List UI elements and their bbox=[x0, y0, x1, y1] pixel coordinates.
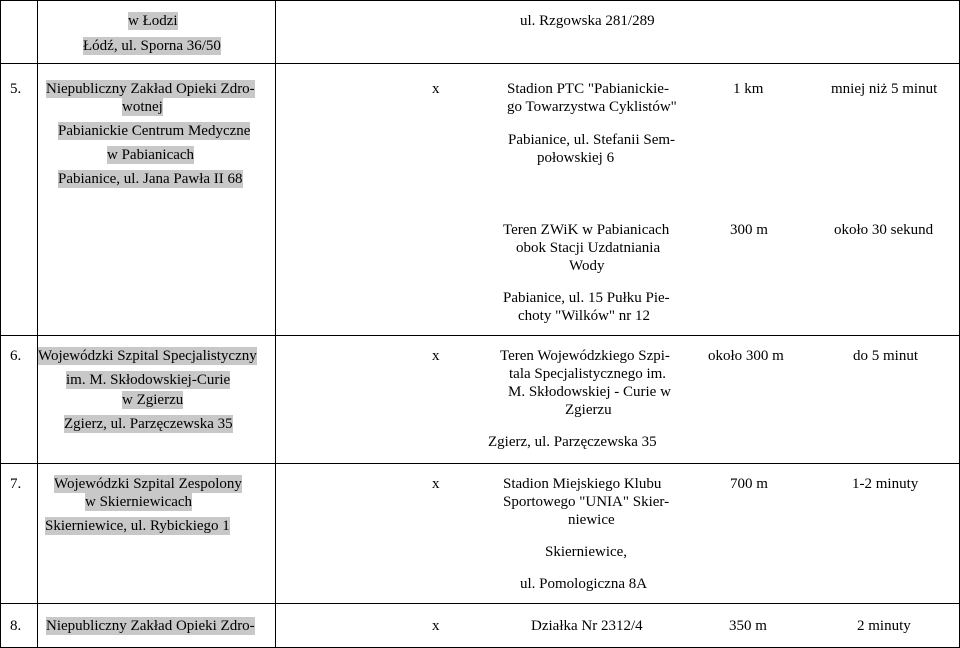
place-name: Stadion PTC "Pabianickie- bbox=[507, 81, 669, 97]
row-border bbox=[0, 463, 960, 464]
row-border bbox=[0, 63, 960, 64]
walking-time: mniej niż 5 minut bbox=[831, 81, 938, 97]
facility-line: Wojewódzki Szpital Specjalistyczny bbox=[38, 348, 257, 364]
place-name: M. Skłodowskiej - Curie w bbox=[508, 384, 671, 400]
col-border bbox=[0, 0, 1, 648]
place-name: Wody bbox=[569, 258, 605, 274]
place-name: Zgierzu bbox=[565, 402, 612, 418]
place-name: tala Specjalistycznego im. bbox=[509, 366, 667, 382]
place-address: połowskiej 6 bbox=[537, 150, 615, 166]
distance: 300 m bbox=[730, 222, 768, 238]
row-number: 5. bbox=[10, 81, 22, 97]
facility-line: Niepubliczny Zakład Opieki Zdro- bbox=[46, 618, 255, 634]
distance: 350 m bbox=[729, 618, 767, 634]
place-address: Pabianice, ul. Stefanii Sem- bbox=[508, 132, 676, 148]
facility-line: Niepubliczny Zakład Opieki Zdro- bbox=[46, 81, 255, 97]
row-number: 7. bbox=[10, 476, 22, 492]
mark: x bbox=[432, 476, 440, 492]
place-address: Pabianice, ul. 15 Pułku Pie- bbox=[503, 290, 670, 306]
facility-line: w Skierniewicach bbox=[85, 494, 193, 510]
place-name: Stadion Miejskiego Klubu bbox=[503, 476, 662, 492]
place-name: go Towarzystwa Cyklistów" bbox=[507, 99, 677, 115]
facility-address: Łódź, ul. Sporna 36/50 bbox=[83, 38, 221, 54]
distance: 700 m bbox=[730, 476, 768, 492]
facility-line: w Pabianicach bbox=[107, 147, 195, 163]
mark: x bbox=[432, 348, 440, 364]
walking-time: do 5 minut bbox=[853, 348, 919, 364]
place-name: Działka Nr 2312/4 bbox=[531, 618, 643, 634]
mark: x bbox=[432, 81, 440, 97]
place-address: choty "Wilków" nr 12 bbox=[518, 308, 651, 324]
place-name: niewice bbox=[568, 512, 615, 528]
place-name: ul. Rzgowska 281/289 bbox=[520, 13, 655, 29]
facility-line: im. M. Skłodowskiej-Curie bbox=[66, 372, 231, 388]
facility-line: Wojewódzki Szpital Zespolony bbox=[54, 476, 242, 492]
mark: x bbox=[432, 618, 440, 634]
place-name: Teren Wojewódzkiego Szpi- bbox=[500, 348, 670, 364]
facility-address: Zgierz, ul. Parzęczewska 35 bbox=[64, 416, 233, 432]
place-name: obok Stacji Uzdatniania bbox=[516, 240, 661, 256]
facility-line: Pabianickie Centrum Medyczne bbox=[58, 123, 251, 139]
col-border bbox=[275, 0, 276, 648]
row-border bbox=[0, 335, 960, 336]
place-address: Zgierz, ul. Parzęczewska 35 bbox=[488, 434, 657, 450]
facility-line: wotnej bbox=[122, 99, 163, 115]
distance: 1 km bbox=[733, 81, 764, 97]
col-border bbox=[37, 0, 38, 648]
facility-address: Skierniewice, ul. Rybickiego 1 bbox=[45, 518, 230, 534]
walking-time: 1-2 minuty bbox=[852, 476, 919, 492]
row-number: 8. bbox=[10, 618, 22, 634]
place-name: Teren ZWiK w Pabianicach bbox=[503, 222, 670, 238]
place-address: ul. Pomologiczna 8A bbox=[520, 576, 648, 592]
row-border bbox=[0, 603, 960, 604]
distance: około 300 m bbox=[708, 348, 784, 364]
row-number: 6. bbox=[10, 348, 22, 364]
place-name: Sportowego "UNIA" Skier- bbox=[503, 494, 670, 510]
walking-time: około 30 sekund bbox=[834, 222, 934, 238]
facility-line: w Łodzi bbox=[128, 13, 178, 29]
place-address: Skierniewice, bbox=[545, 544, 628, 560]
row-border bbox=[0, 0, 960, 1]
walking-time: 2 minuty bbox=[857, 618, 911, 634]
facility-address: Pabianice, ul. Jana Pawła II 68 bbox=[58, 171, 243, 187]
facility-line: w Zgierzu bbox=[122, 392, 184, 408]
